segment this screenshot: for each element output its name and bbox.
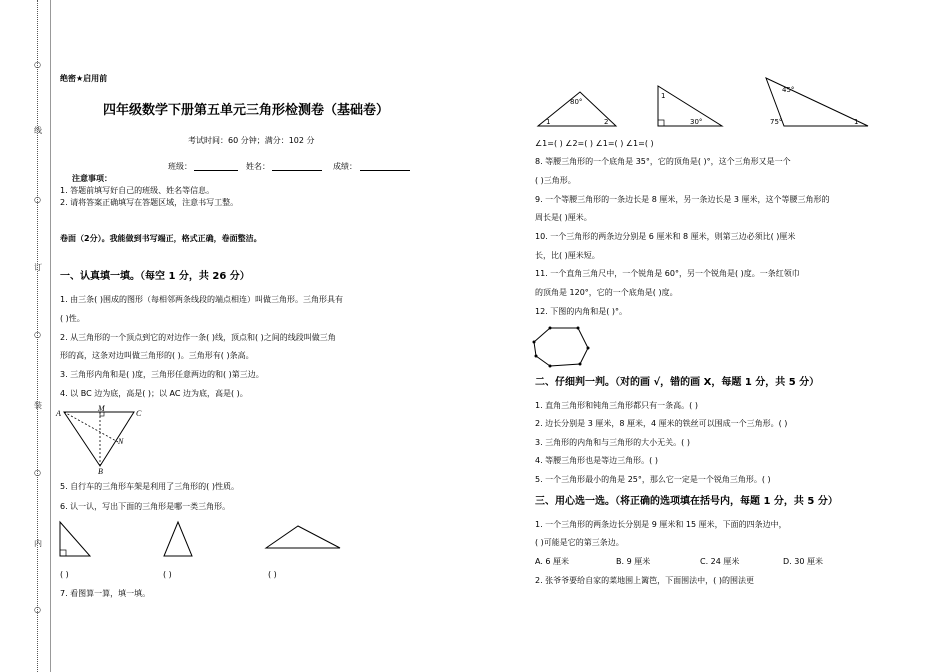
triangle-figure-3: [762, 76, 872, 130]
label-c: C: [136, 409, 142, 418]
question-text: 2. 张爷爷要给自家的菜地围上篱笆，下面围法中，( )的围法更: [535, 576, 754, 585]
answer-blank[interactable]: ( ): [268, 570, 277, 579]
judge-item: 4. 等腰三角形也是等边三角形。( ): [535, 456, 658, 465]
section1-heading: 一、认真填一填。（每空 1 分，共 26 分）: [60, 271, 250, 282]
score-field[interactable]: [360, 170, 410, 171]
height-an: [64, 412, 118, 442]
question-text: 6. 认一认，写出下面的三角形是哪一类三角形。: [60, 502, 231, 511]
question-text: 9. 一个等腰三角形的一条边长是 8 厘米，另一条边长是 3 厘米，这个等腰三角形的: [535, 195, 830, 204]
option-c: C. 24 厘米: [700, 557, 740, 566]
acute-triangle: [162, 520, 196, 560]
class-field[interactable]: [194, 170, 238, 171]
triangle-abc-figure: [56, 404, 146, 476]
binding-circle: ○: [34, 60, 41, 69]
triangle-figure-2: [654, 84, 726, 130]
angle-label: 2: [604, 118, 609, 126]
question-text: 5. 自行车的三角形车架是利用了三角形的( )性质。: [60, 482, 239, 491]
page-title: 四年级数学下册第五单元三角形检测卷（基础卷）: [103, 103, 390, 118]
binding-char: 装: [34, 401, 42, 410]
binding-circle: ○: [34, 605, 41, 614]
option-b: B. 9 厘米: [616, 557, 651, 566]
obtuse-triangle: [264, 524, 344, 554]
question-text: 12. 下图的内角和是( )°。: [535, 307, 628, 316]
question-text: 8. 等腰三角形的一个底角是 35°，它的顶角是( )°，这个三角形又是一个: [535, 157, 791, 166]
label-n: N: [118, 437, 124, 446]
label-a: A: [56, 409, 61, 418]
question-text: 10. 一个三角形的两条边分别是 6 厘米和 8 厘米，则第三边必须比( )厘米: [535, 232, 796, 241]
angle-label: 1: [854, 118, 859, 126]
triangle-figure-1: [536, 88, 620, 130]
binding-border: [50, 0, 51, 672]
angle-label: 80°: [570, 98, 583, 106]
question-text: 11. 一个直角三角尺中，一个锐角是 60°，另一个锐角是( )度。一条红领巾: [535, 269, 800, 278]
triangle-abc: [64, 412, 134, 466]
binding-char: 订: [34, 263, 42, 272]
angle-label: 45°: [782, 86, 795, 94]
angle-label: 1: [546, 118, 551, 126]
question-text: 的顶角是 120°，它的一个底角是( )度。: [535, 288, 678, 297]
binding-margin: [0, 0, 52, 672]
question-text: 2. 从三角形的一个顶点到它的对边作一条( )线，顶点和( )之间的线段叫做三角: [60, 333, 336, 342]
judge-item: 2. 边长分别是 3 厘米，8 厘米，4 厘米的铁丝可以围成一个三角形。( ): [535, 419, 788, 428]
judge-item: 5. 一个三角形最小的角是 25°，那么它一定是一个锐角三角形。( ): [535, 475, 771, 484]
note-item: 1. 答题前填写好自己的班级、姓名等信息。: [60, 186, 215, 195]
question-text: 1. 由三条( )围成的图形（每相邻两条线段的端点相连）叫做三角形。三角形具有: [60, 295, 343, 304]
question-text: 1. 一个三角形的两条边长分别是 9 厘米和 15 厘米，下面的四条边中，: [535, 520, 787, 529]
angle-label: 30°: [690, 118, 703, 126]
judge-item: 3. 三角形的内角和与三角形的大小无关。( ): [535, 438, 690, 447]
question-text: 4. 以 BC 边为底，高是( )；以 AC 边为底，高是( )。: [60, 389, 248, 398]
section2-heading: 二、仔细判一判。（对的画 √，错的画 X，每题 1 分，共 5 分）: [535, 377, 820, 388]
binding-char: 内: [34, 539, 42, 548]
question-text: 7. 看图算一算，填一填。: [60, 589, 151, 598]
binding-circle: ○: [34, 330, 41, 339]
polygon-figure: [530, 322, 594, 370]
section3-heading: 三、用心选一选。（将正确的选项填在括号内，每题 1 分，共 5 分）: [535, 496, 838, 507]
option-d: D. 30 厘米: [783, 557, 823, 566]
class-label: 班级：: [168, 162, 192, 171]
question-text: 周长是( )厘米。: [535, 213, 592, 222]
judge-item: 1. 直角三角形和钝角三角形都只有一条高。( ): [535, 401, 698, 410]
angle-label: 75°: [770, 118, 783, 126]
question-text: ( )三角形。: [535, 176, 576, 185]
answer-blank[interactable]: ( ): [60, 570, 69, 579]
score-label: 成绩：: [333, 162, 357, 171]
label-b: B: [98, 467, 103, 476]
right-triangle: [58, 520, 94, 560]
label-m: M: [98, 404, 105, 413]
binding-circle: ○: [34, 468, 41, 477]
note-item: 2. 请将答案正确填写在答题区域，注意书写工整。: [60, 198, 239, 207]
name-label: 姓名：: [246, 162, 270, 171]
answer-blank[interactable]: ( ): [163, 570, 172, 579]
exam-info: 考试时间：60 分钟；满分：102 分: [188, 136, 315, 145]
binding-char: 线: [34, 126, 42, 135]
name-field[interactable]: [272, 170, 322, 171]
secret-label: 绝密★启用前: [60, 74, 108, 83]
question-text: 3. 三角形内角和是( )度，三角形任意两边的和( )第三边。: [60, 370, 264, 379]
neatness-statement: 卷面（2分）。我能做到书写端正，格式正确，卷面整洁。: [60, 234, 262, 243]
question-text: ( )性。: [60, 314, 85, 323]
question-text: ( )可能是它的第三条边。: [535, 538, 624, 547]
angle-label: 1: [661, 92, 666, 100]
q7-answers[interactable]: ∠1=( ) ∠2=( ) ∠1=( ) ∠1=( ): [535, 139, 654, 148]
question-text: 形的高，这条对边叫做三角形的( )。三角形有( )条高。: [60, 351, 254, 360]
binding-circle: ○: [34, 195, 41, 204]
question-text: 长，比( )厘米短。: [535, 251, 600, 260]
notes-heading: 注意事项：: [72, 174, 112, 183]
option-a: A. 6 厘米: [535, 557, 570, 566]
